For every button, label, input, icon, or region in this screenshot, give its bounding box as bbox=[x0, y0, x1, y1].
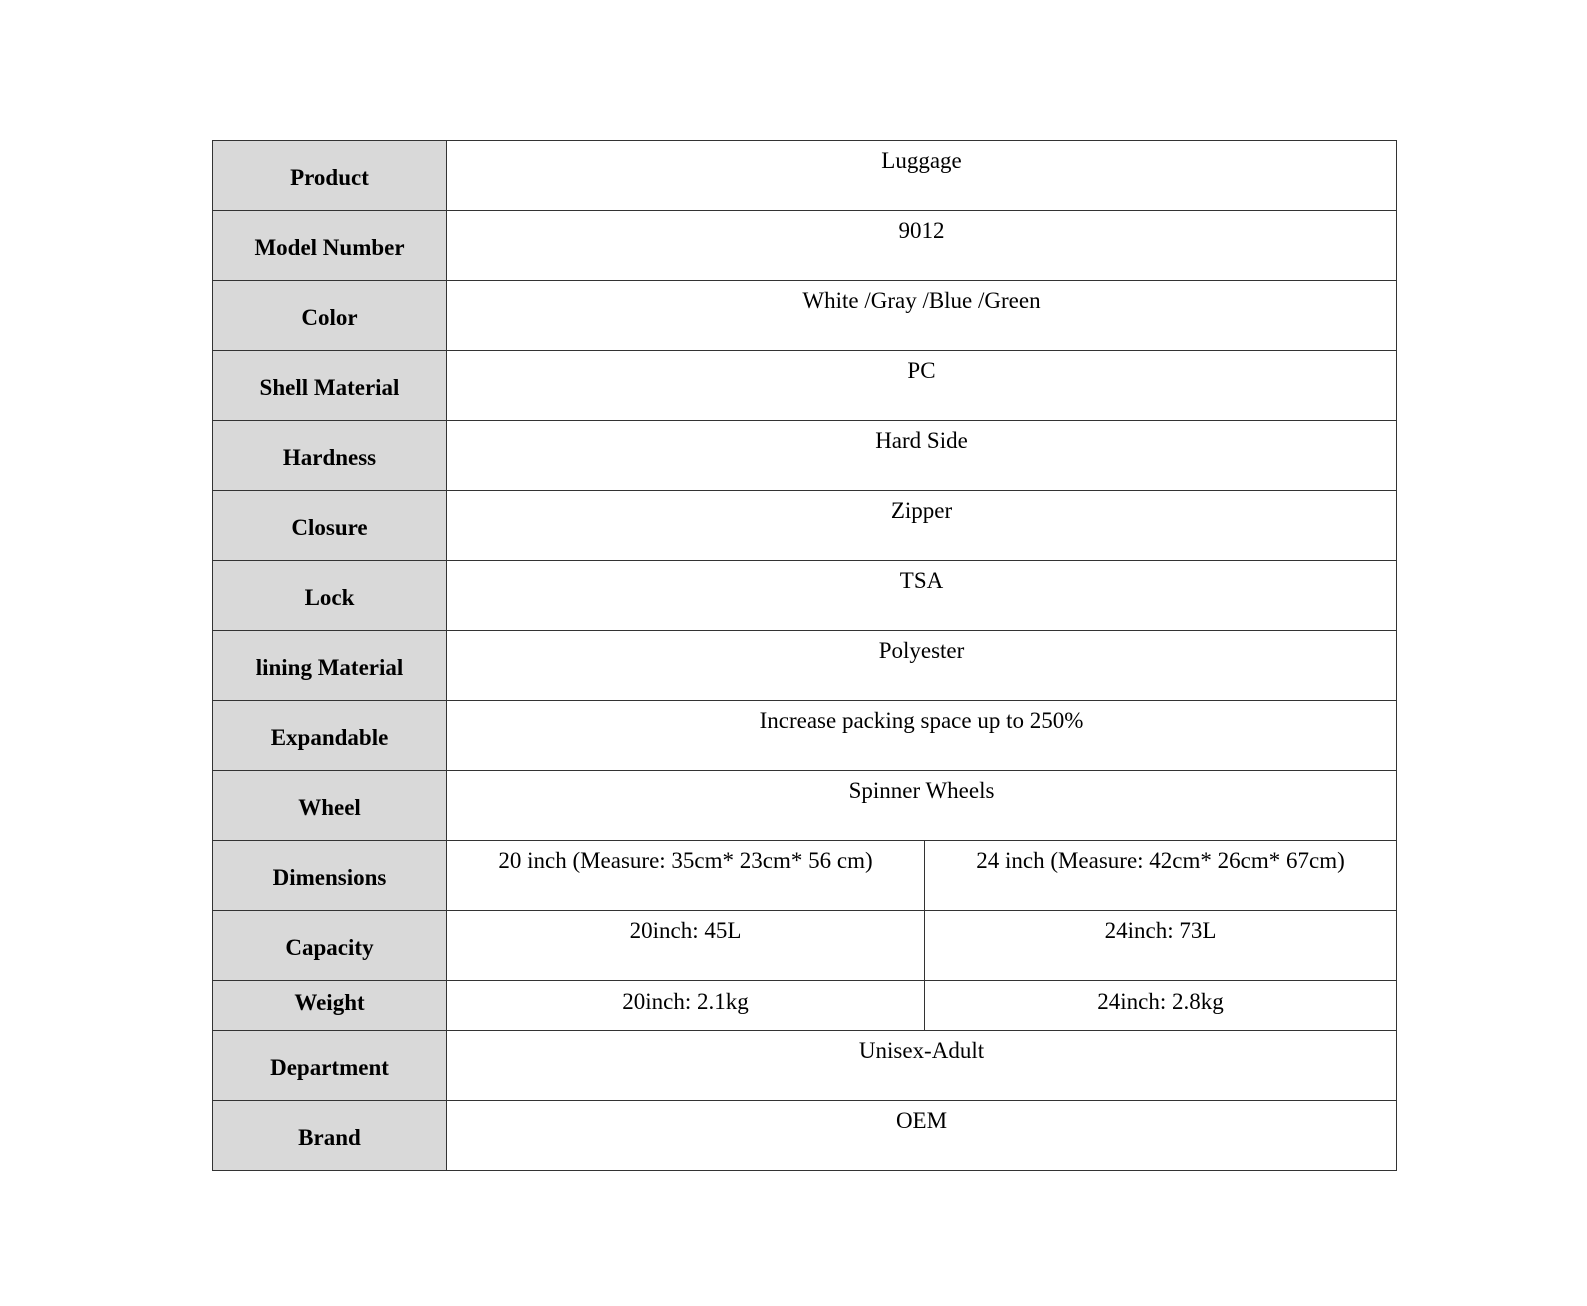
row-value: Spinner Wheels bbox=[447, 771, 1397, 841]
table-row bbox=[213, 281, 1397, 351]
spec-table bbox=[212, 140, 1397, 1171]
table-row bbox=[213, 351, 1397, 421]
row-value: Increase packing space up to 250% bbox=[447, 701, 1397, 771]
row-value: Polyester bbox=[447, 631, 1397, 701]
table-row bbox=[213, 701, 1397, 771]
row-value: White /Gray /Blue /Green bbox=[447, 281, 1397, 351]
row-value: PC bbox=[447, 351, 1397, 421]
row-label: Brand bbox=[213, 1101, 447, 1171]
row-value: TSA bbox=[447, 561, 1397, 631]
row-label: Product bbox=[213, 141, 447, 211]
row-label: Wheel bbox=[213, 771, 447, 841]
table-row bbox=[213, 141, 1397, 211]
row-label: Department bbox=[213, 1031, 447, 1101]
table-row bbox=[213, 631, 1397, 701]
table-row bbox=[213, 491, 1397, 561]
row-value-20-inch: 20inch: 45L bbox=[447, 911, 925, 981]
table-row bbox=[213, 841, 1397, 911]
row-label: Weight bbox=[213, 981, 447, 1031]
row-value: Unisex-Adult bbox=[447, 1031, 1397, 1101]
row-label: Color bbox=[213, 281, 447, 351]
row-value: Zipper bbox=[447, 491, 1397, 561]
table-row bbox=[213, 1031, 1397, 1101]
table-row bbox=[213, 771, 1397, 841]
row-value: 9012 bbox=[447, 211, 1397, 281]
row-label: Model Number bbox=[213, 211, 447, 281]
table-row bbox=[213, 421, 1397, 491]
row-label: Hardness bbox=[213, 421, 447, 491]
table-row bbox=[213, 211, 1397, 281]
row-value-20-inch: 20 inch (Measure: 35cm* 23cm* 56 cm) bbox=[447, 841, 925, 911]
row-label: Dimensions bbox=[213, 841, 447, 911]
row-value: Luggage bbox=[447, 141, 1397, 211]
row-value-24-inch: 24inch: 73L bbox=[925, 911, 1397, 981]
table-row bbox=[213, 561, 1397, 631]
table-row bbox=[213, 981, 1397, 1031]
row-label: lining Material bbox=[213, 631, 447, 701]
row-label: Closure bbox=[213, 491, 447, 561]
table-row bbox=[213, 911, 1397, 981]
row-label: Lock bbox=[213, 561, 447, 631]
row-value: Hard Side bbox=[447, 421, 1397, 491]
row-value-20-inch: 20inch: 2.1kg bbox=[447, 981, 925, 1031]
row-value-24-inch: 24 inch (Measure: 42cm* 26cm* 67cm) bbox=[925, 841, 1397, 911]
row-value-24-inch: 24inch: 2.8kg bbox=[925, 981, 1397, 1031]
table-row bbox=[213, 1101, 1397, 1171]
row-label: Expandable bbox=[213, 701, 447, 771]
row-label: Capacity bbox=[213, 911, 447, 981]
row-value: OEM bbox=[447, 1101, 1397, 1171]
row-label: Shell Material bbox=[213, 351, 447, 421]
